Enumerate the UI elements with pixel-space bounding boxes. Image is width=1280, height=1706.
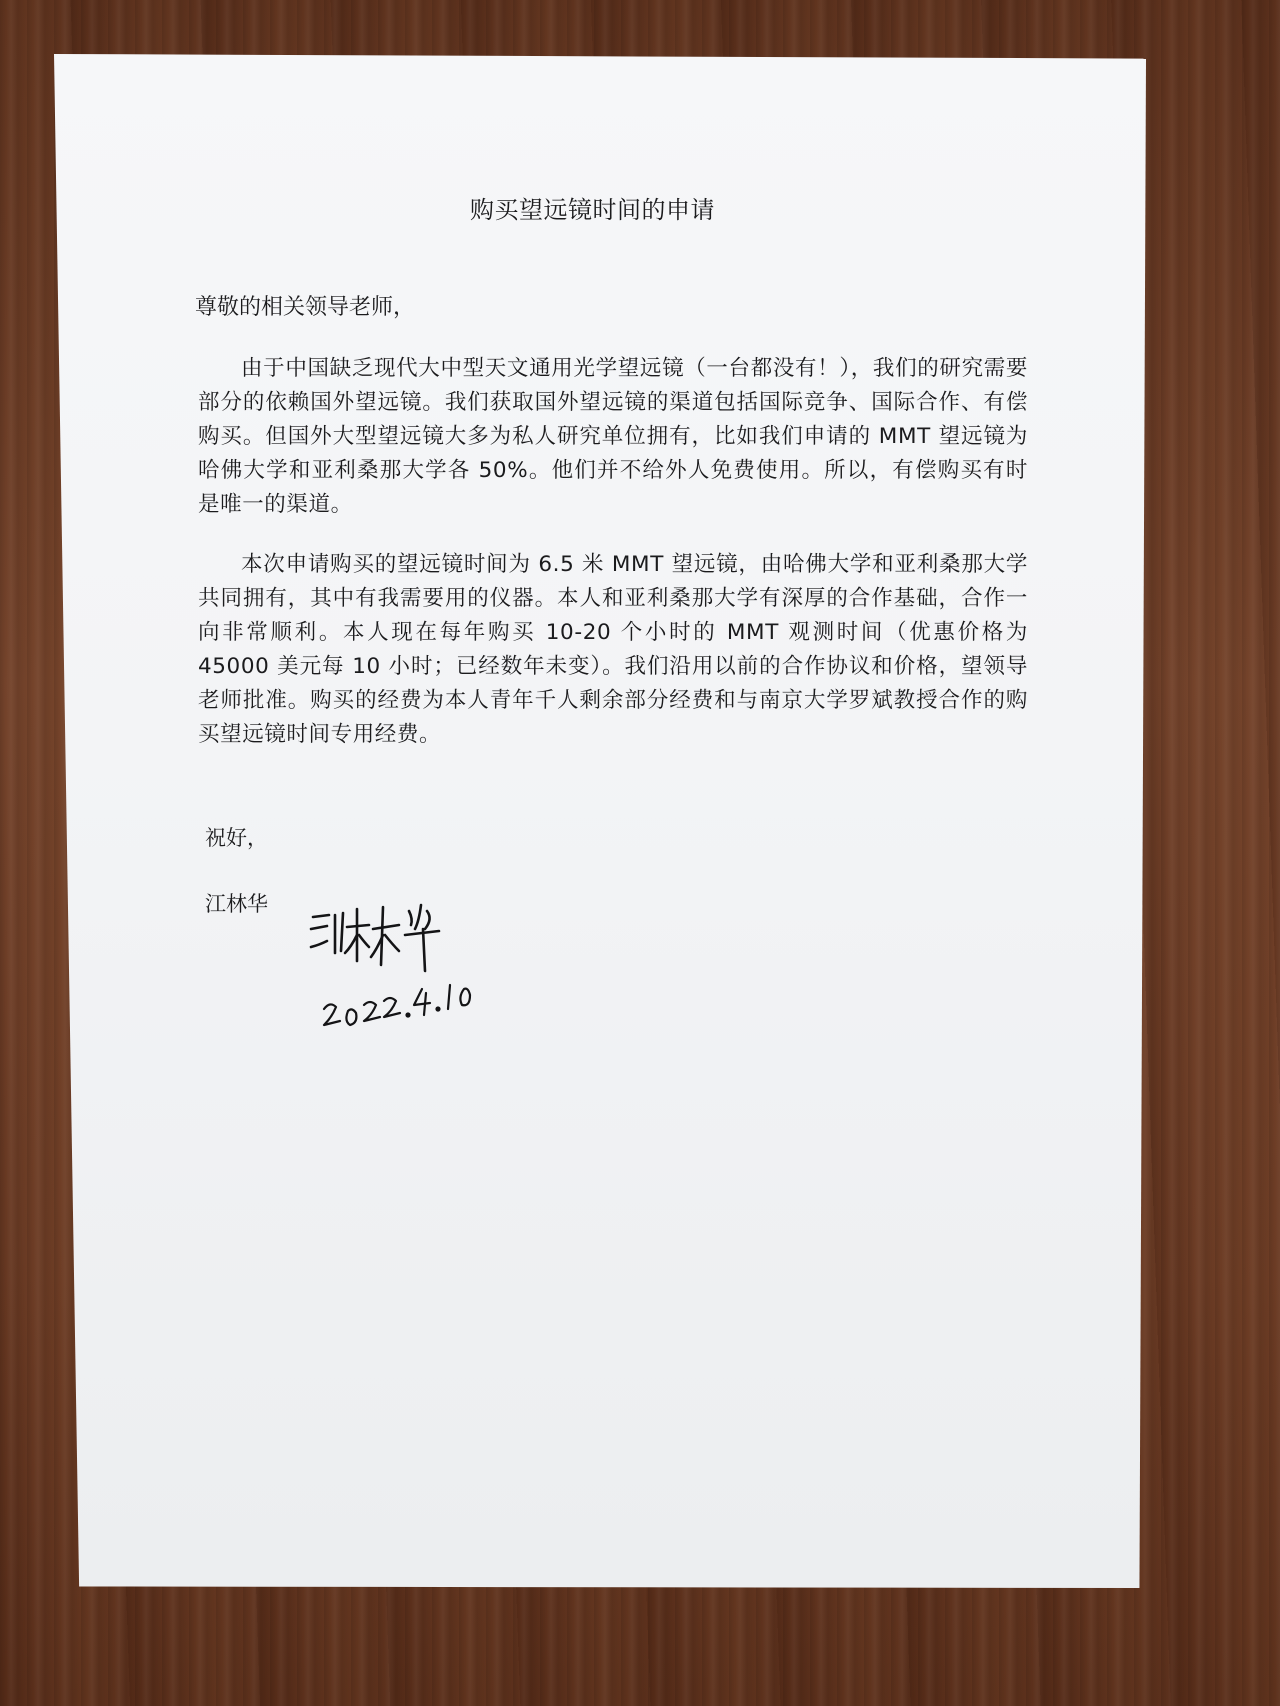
letter-closing: 祝好， xyxy=(205,826,268,850)
handwritten-date xyxy=(318,975,488,1035)
paper-sheet xyxy=(54,54,1146,1588)
letter-title: 购买望远镜时间的申请 xyxy=(470,196,715,224)
letter-paragraph-1: 由于中国缺乏现代大中型天文通用光学望远镜（一台都没有！），我们的研究需要部分的依赖国外望远镜。我们获取国外望远镜的渠道包括国际竞争、国际合作、有偿购买。但国外大型望远镜大多为私人研究单位拥有，比如我们申请的 MMT 望远镜为哈佛大学和亚利桑那大学各 50%。他们并不给外人免费使用。所以，有偿购买有时是唯一的渠道。 xyxy=(198,356,1028,517)
letter-paragraph-2: 本次申请购买的望远镜时间为 6.5 米 MMT 望远镜，由哈佛大学和亚利桑那大学共同拥有，其中有我需要用的仪器。本人和亚利桑那大学有深厚的合作基础，合作一向非常顺利。本人现在每年购买 10-20 个小时的 MMT 观测时间（优惠价格为 45000 美元每 10 小时；已经数年未变）。我们沿用以前的合作协议和价格，望领导老师批准。购买的经费为本人青年千人剩余部分经费和与南京大学罗斌教授合作的购买望远镜时间专用经费。 xyxy=(198,552,1028,747)
letter-salutation: 尊敬的相关领导老师， xyxy=(195,295,416,320)
sender-name: 江林华 xyxy=(205,892,268,916)
